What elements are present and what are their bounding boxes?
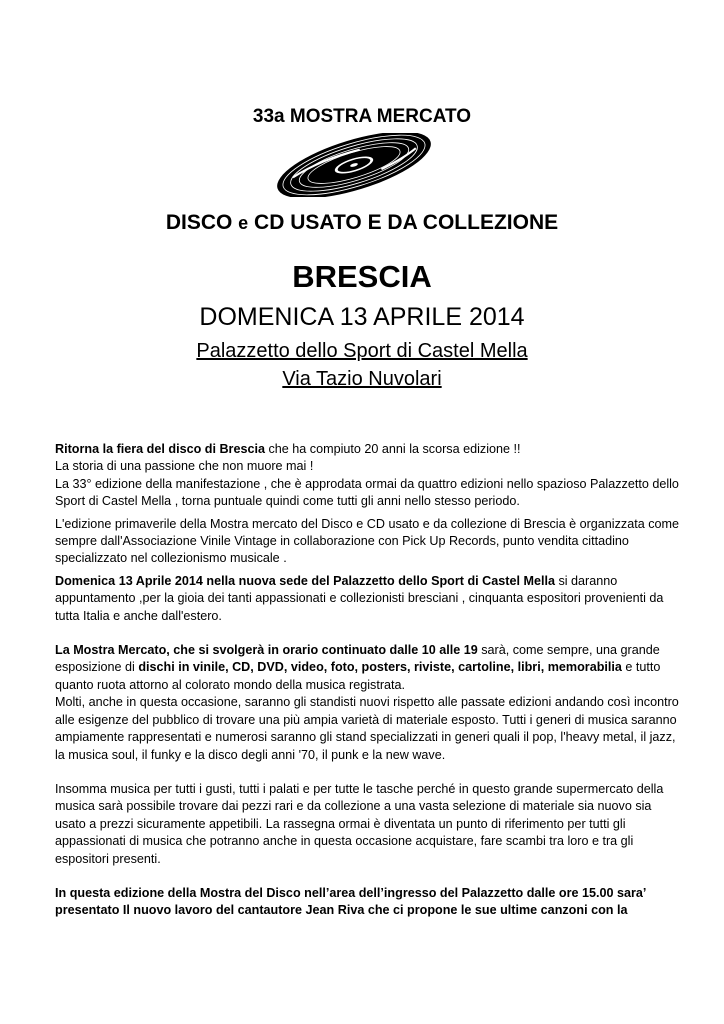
location-text: si daranno appuntamento ,per la gioia dei tanti appassionati e collezionisti bresciani , cinquanta espositori provenienti da tutta Italia e anche dall'estero. [55, 573, 664, 623]
exhibition-bold-1: La Mostra Mercato, che si svolgerà in orario continuato dalle 10 alle 19 [55, 643, 478, 658]
exhibition-text-1: sarà, come sempre, una grande esposizione di [55, 643, 660, 675]
event-venue: Palazzetto dello Sport di Castel Mella [196, 340, 528, 362]
subtitle-part-2: CD USATO E DA COLLEZIONE [248, 211, 559, 234]
vinyl-record-graphic [272, 133, 436, 197]
paragraph-intro-line2: La storia di una passione che non muore mai ! [55, 459, 314, 474]
event-subtitle [0, 211, 724, 235]
location-bold: Domenica 13 Aprile 2014 nella nuova sede del Palazzetto dello Sport di Castel Mella [55, 573, 555, 588]
vinyl-record-icon [272, 133, 436, 197]
exhibition-bold-2: dischi in vinile, CD, DVD, video, foto, posters, riviste, cartoline, libri, memorabilia [138, 660, 622, 675]
paragraph-exhibition [55, 642, 680, 694]
presentation-bold: In questa edizione della Mostra del Disco nell’area dell’ingresso del Palazzetto dalle ore 15.00 sara’ presentato Il nuovo lavoro del cantautore Jean Riva che ci propone le sue ultime canzoni con la [55, 885, 646, 918]
paragraph-organization: L'edizione primaverile della Mostra mercato del Disco e CD usato e da collezione di Brescia è organizzata come sempre dall'Associazione Vinile Vintage in collaborazione con Pick Up Records, punto vendita cittadino specializzato nel collezionismo musicale . [55, 516, 679, 566]
event-city: BRESCIA [292, 259, 432, 294]
intro-bold: Ritorna la fiera del disco di Brescia [55, 442, 265, 456]
paragraph-location [55, 573, 680, 625]
paragraph-presentation [55, 885, 680, 920]
exhibition-text-2: e tutto quanto ruota attorno al colorato mondo della musica registrata. [55, 660, 661, 692]
event-street: Via Tazio Nuvolari [282, 368, 442, 390]
intro-text: che ha compiuto 20 anni la scorsa edizione !! [264, 442, 521, 456]
subtitle-conjunction: e [238, 213, 249, 233]
paragraph-intro-line3: La 33° edizione della manifestazione , che è approdata ormai da quattro edizioni nello spazioso Palazzetto dello Sport di Castel Mella , torna puntuale quindi come tutti gli anni nello stesso periodo. [55, 476, 679, 509]
event-edition-title: 33a MOSTRA MERCATO [252, 106, 472, 127]
document-body [55, 441, 680, 920]
paragraph-summary: Insomma musica per tutti i gusti, tutti i palati e per tutte le tasche perché in questo grande supermercato della musica sarà possibile trovare dai pezzi rari e da collezione a una vasta selezione di materiale sia nuovo sia usato a prezzi sicuramente appetibili. La rassegna ormai è diventata un punto di riferimento per tutti gli appassionati di musica che potranno anche in questa occasione acquistare, fare scambi tra loro e tra gli espositori presenti. [55, 781, 664, 866]
paragraph-intro [55, 441, 680, 458]
event-date: DOMENICA 13 APRILE 2014 [199, 303, 525, 331]
subtitle-part-1: DISCO [165, 211, 239, 234]
paragraph-exhibition-line2: Molti, anche in questa occasione, saranno gli standisti nuovi rispetto alle passate edizioni andando così incontro alle esigenze del pubblico di trovare una più ampia varietà di materiale esposto. Tutti i generi di musica saranno ampiamente rappresentati e numerosi saranno gli stand specializzati in generi quali il pop, l'heavy metal, il jazz, la musica soul, il funky e la disco degli anni '70, il punk e la new wave. [55, 695, 679, 762]
